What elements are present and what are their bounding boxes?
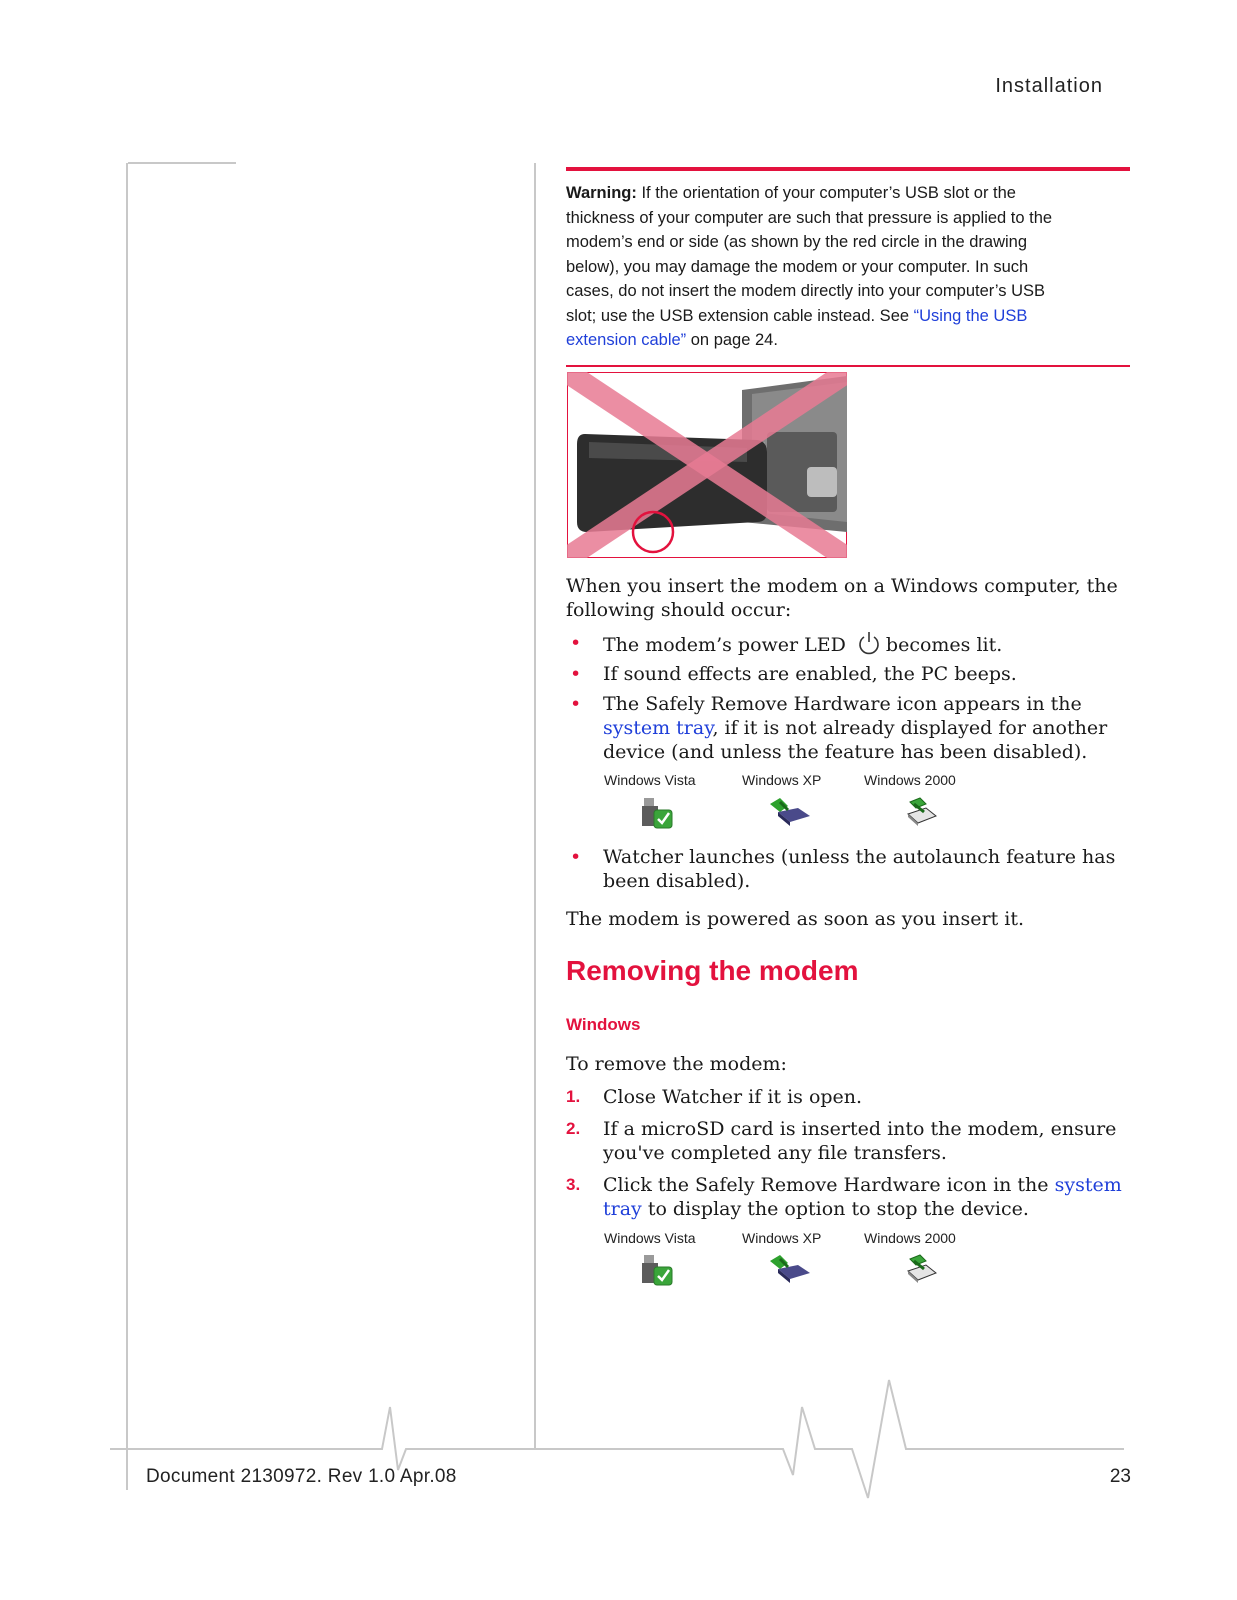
bullet-watcher (566, 845, 1132, 893)
os-label-xp: Windows XP (742, 1230, 822, 1246)
step-number: 3. (566, 1175, 581, 1194)
system-tray-link[interactable]: system tray (603, 1174, 1122, 1220)
xp-safely-remove-icon (768, 1253, 812, 1285)
step-number: 1. (566, 1087, 581, 1106)
os-label-2000: Windows 2000 (864, 772, 956, 788)
os-label-vista: Windows Vista (604, 772, 696, 788)
usb-cable-link-cont[interactable]: extension cable” (566, 331, 687, 349)
powered-paragraph: The modem is powered as soon as you insert it. (566, 908, 1025, 930)
remove-intro: To remove the modem: (566, 1053, 787, 1075)
usb-cable-link[interactable]: “Using the USB (913, 306, 1028, 325)
win2000-safely-remove-icon (904, 796, 938, 828)
warning-box (566, 167, 1130, 367)
os-label-vista: Windows Vista (604, 1230, 696, 1246)
bullet-mark: • (570, 846, 582, 868)
xp-safely-remove-icon (768, 796, 812, 828)
bullet-power-led (566, 631, 1132, 655)
sub-heading: Windows (566, 1015, 641, 1034)
step-number: 2. (566, 1119, 581, 1138)
os-label-xp: Windows XP (742, 772, 822, 788)
bullet-mark: • (570, 663, 582, 685)
step-text: Close Watcher if it is open. (603, 1086, 863, 1108)
step-1 (566, 1085, 1132, 1109)
vista-safely-remove-icon (640, 1253, 676, 1287)
bullet-text: If sound effects are enabled, the PC beeps. (603, 663, 1017, 685)
warning-label: Warning: (566, 184, 637, 202)
bullet-mark: • (570, 693, 582, 715)
step-3 (566, 1173, 1132, 1221)
bullet-text: becomes lit. (885, 634, 1003, 656)
warning-text-3: modem’s end or side (as shown by the red circle in the drawing (566, 233, 1028, 251)
system-tray-link[interactable]: system tray (603, 717, 713, 739)
step-text: Click the Safely Remove Hardware icon in the (603, 1174, 1055, 1196)
warning-text-1: If the orientation of your computer’s USB slot or the (641, 184, 1016, 202)
os-label-2000: Windows 2000 (864, 1230, 956, 1246)
bullet-mark: • (570, 632, 582, 654)
win2000-safely-remove-icon (904, 1253, 938, 1285)
footer-page-number: 23 (1109, 1466, 1131, 1487)
bullet-text: Watcher launches (unless the autolaunch feature has been disabled). (603, 846, 1116, 892)
step-text: to display the option to stop the device. (641, 1198, 1029, 1220)
warning-text-6: slot; use the USB extension cable instead. See (566, 306, 914, 325)
bullet-text: The Safely Remove Hardware icon appears in the (603, 693, 1082, 715)
power-icon (856, 631, 882, 657)
header-title: Installation (995, 75, 1103, 97)
warning-text-5: cases, do not insert the modem directly into your computer’s USB (566, 282, 1046, 300)
bullet-text: , if it is not already displayed for another device (and unless the feature has been disabled). (603, 717, 1108, 763)
warning-text-7: on page 24. (686, 331, 778, 349)
step-text: If a microSD card is inserted into the modem, ensure you've completed any file transfers. (603, 1118, 1117, 1164)
warning-text-4: below), you may damage the modem or your computer. In such (566, 257, 1029, 276)
footer-document-id: Document 2130972. Rev 1.0 Apr.08 (146, 1466, 457, 1487)
bullet-text: The modem’s power LED (603, 634, 846, 656)
modem-insertion-figure (567, 372, 847, 558)
step-2 (566, 1117, 1132, 1165)
bullet-safely-remove (566, 692, 1132, 764)
bullet-pc-beeps (566, 662, 1132, 686)
intro-paragraph: When you insert the modem on a Windows computer, the following should occur: (566, 575, 1118, 621)
warning-text-2: thickness of your computer are such that pressure is applied to the (566, 208, 1053, 227)
vista-safely-remove-icon (640, 796, 676, 830)
section-heading: Removing the modem (566, 955, 859, 986)
